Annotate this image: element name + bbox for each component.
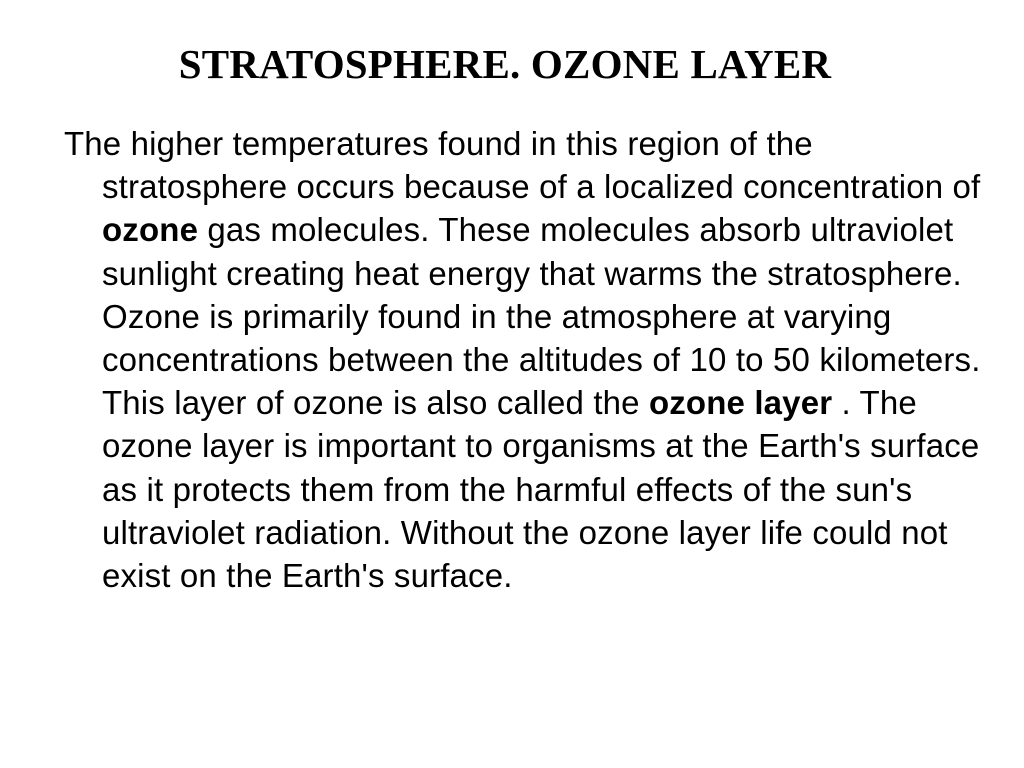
- ozone-layer-term: ozone layer: [648, 384, 833, 422]
- slide-title: STRATOSPHERE. OZONE LAYER: [178, 41, 832, 87]
- slide-paragraph: [64, 122, 1002, 597]
- ozone-term: ozone: [102, 211, 199, 249]
- paragraph-text-1: The higher temperatures found in this region of the stratosphere occurs because of a localized concentration of: [64, 125, 981, 206]
- paragraph-text-2: gas molecules. These molecules absorb ultraviolet sunlight creating heat energy that warms the stratosphere. Ozone is primarily found in the atmosphere at varying concentrations between the altitudes of 10 to 50 kilometers. This layer of ozone is also called the: [102, 211, 981, 422]
- paragraph-text-3: . The ozone layer is important to organisms at the Earth's surface as it protects them from the harmful effects of the sun's ultraviolet radiation. Without the ozone layer life could not exist on the Earth's surface.: [102, 384, 980, 595]
